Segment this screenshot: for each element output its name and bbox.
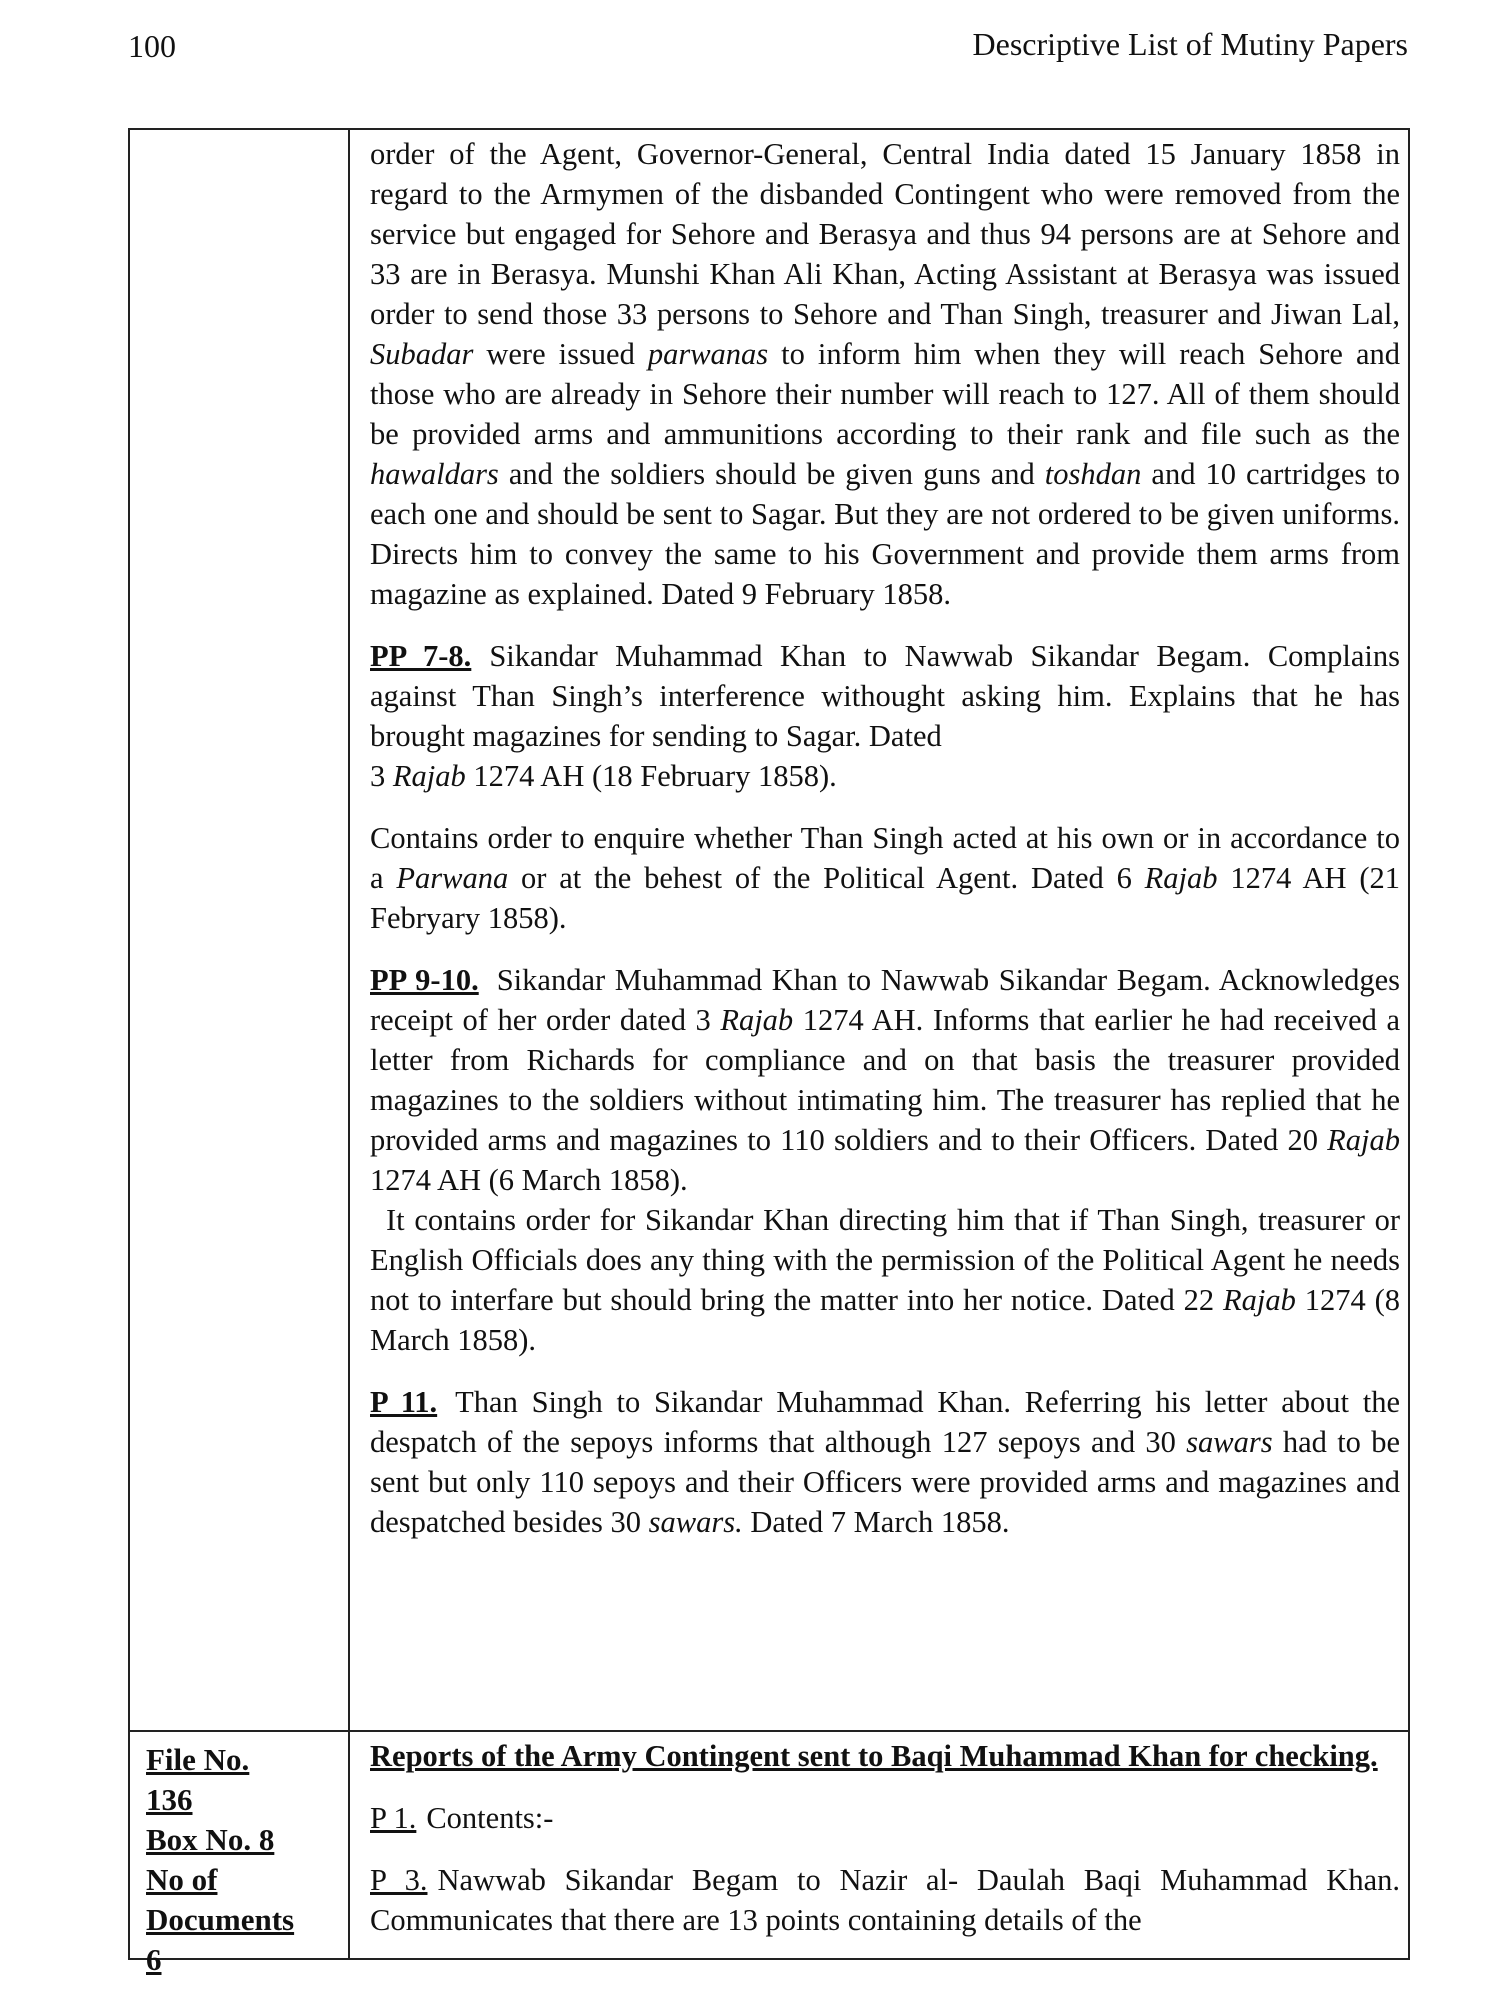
entry-heading: Reports of the Army Contingent sent to Baqi Muhammad Khan for checking.: [370, 1739, 1378, 1773]
documents-label: No of: [146, 1862, 218, 1897]
entry-paragraph: P 1. Contents:-: [370, 1801, 554, 1835]
file-info-cell: [146, 1740, 341, 1980]
column-divider: [348, 130, 350, 1958]
documents-label: Documents: [146, 1902, 295, 1937]
row-divider: [130, 1730, 1408, 1732]
entry-paragraph: Contains order to enquire whether Than Singh acted at his own or in accordance to a Parwana or at the behest of the Political Agent. Dated 6 Rajab 1274 AH (21 Febryary 1858).: [370, 821, 1400, 935]
page-ref: PP 9-10.: [370, 963, 479, 997]
entry-paragraph: P 11. Than Singh to Sikandar Muhammad Khan. Referring his letter about the despatch of the sepoys informs that although 127 sepoys and 30 sawars had to be sent but only 110 sepoys and their Officers were provided arms and magazines and despatched besides 30 sawars. Dated 7 March 1858.: [370, 1385, 1400, 1539]
entry-paragraph: PP 9-10. Sikandar Muhammad Khan to Nawwab Sikandar Begam. Acknowledges receipt of her order dated 3 Rajab 1274 AH. Informs that earlier he had received a letter from Richards for compliance and on that basis the treasurer provided magazines to the soldiers without intimating him. The treasurer has replied that he provided arms and magazines to 110 soldiers and to their Officers. Dated 20 Rajab 1274 AH (6 March 1858).: [370, 963, 1400, 1197]
entry-paragraph: PP 7-8. Sikandar Muhammad Khan to Nawwab Sikandar Begam. Complains against Than Singh’s interference withought asking him. Explains that he has brought magazines for sending to Sagar. Dated 3 Rajab 1274 AH (18 February 1858).: [370, 639, 1400, 793]
entry-continuation-cell: [370, 134, 1400, 1564]
entry-paragraph: P 3. Nawwab Sikandar Begam to Nazir al- Daulah Baqi Muhammad Khan. Communicates that there are 13 points containing details of the: [370, 1863, 1400, 1937]
documents-count: 6: [146, 1942, 162, 1977]
file-number: 136: [146, 1782, 193, 1817]
entry-paragraph: order of the Agent, Governor-General, Central India dated 15 January 1858 in regard to the Armymen of the disbanded Contingent who were removed from the service but engaged for Sehore and Berasya and thus 94 persons are at Sehore and 33 are in Berasya. Munshi Khan Ali Khan, Acting Assistant at Berasya was issued order to send those 33 persons to Sehore and Than Singh, treasurer and Jiwan Lal, Subadar were issued parwanas to inform him when they will reach Sehore and those who are already in Sehore their number will reach to 127. All of them should be provided arms and ammunitions according to their rank and file such as the hawaldars and the soldiers should be given guns and toshdan and 10 cartridges to each one and should be sent to Sagar. But they are not ordered to be given uniforms. Directs him to convey the same to his Government and provide them arms from magazine as explained. Dated 9 February 1858.: [370, 137, 1400, 611]
page-ref: PP 7-8.: [370, 639, 472, 673]
page-number: 100: [128, 28, 176, 64]
box-number: Box No. 8: [146, 1822, 275, 1857]
document-table: [128, 128, 1410, 1977]
running-title: Descriptive List of Mutiny Papers: [972, 26, 1408, 62]
entry-cell: [370, 1736, 1400, 1940]
page-ref: P 11.: [370, 1385, 438, 1419]
page-ref: P 3.: [370, 1863, 428, 1897]
page-ref: P 1.: [370, 1801, 417, 1835]
file-label: File No.: [146, 1742, 250, 1777]
entry-paragraph: It contains order for Sikandar Khan directing him that if Than Singh, treasurer or English Officials does any thing with the permission of the Political Agent he needs not to interfare but should bring the matter into her notice. Dated 22 Rajab 1274 (8 March 1858).: [370, 1203, 1400, 1357]
